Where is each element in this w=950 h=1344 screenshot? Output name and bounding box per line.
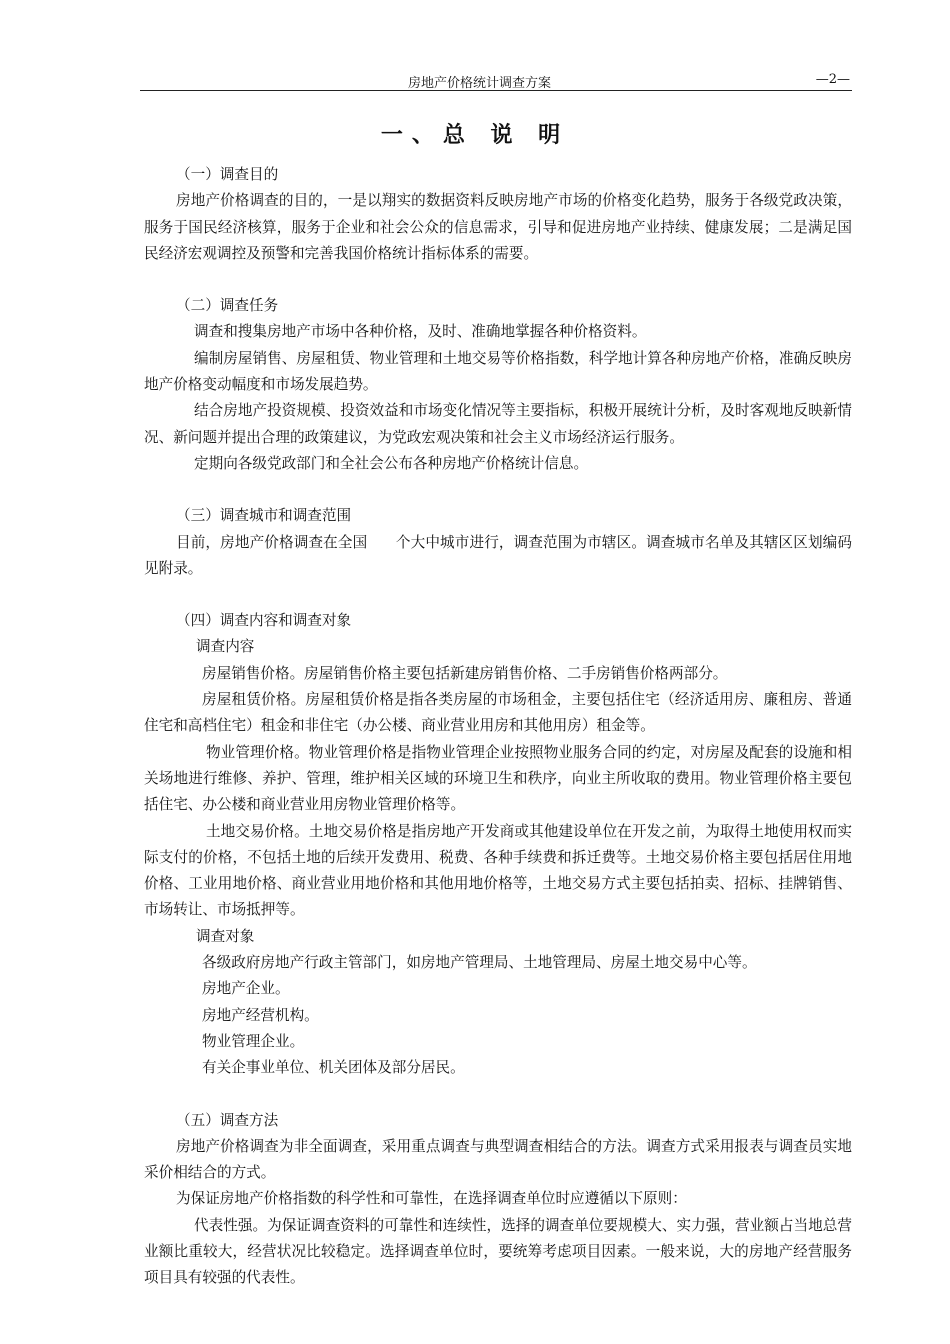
list-item: 有关企事业单位、机关团体及部分居民。 <box>202 1059 465 1077</box>
section-heading-purpose: （一）调查目的 <box>176 166 279 183</box>
paragraph: 定期向各级党政部门和全社会公布各种房地产价格统计信息。 <box>194 454 589 472</box>
paragraph: 物业管理价格。物业管理价格是指物业管理企业按照物业服务合同的约定，对房屋及配套的设施和相关场地进行维修、养护、管理，维护相关区域的环境卫生和秩序，向业主所收取的费用。物业管理价格主要包括住宅、办公楼和商业营业用房物业管理价格等。 <box>144 743 852 814</box>
subheading-content: 调查内容 <box>196 638 255 656</box>
list-item: 物业管理企业。 <box>202 1032 305 1050</box>
paragraph: 结合房地产投资规模、投资效益和市场变化情况等主要指标，积极开展统计分析，及时客观地反映新情况、新问题并提出合理的政策建议，为党政宏观决策和社会主义市场经济运行服务。 <box>144 402 852 446</box>
paragraph: 房地产价格调查为非全面调查，采用重点调查与典型调查相结合的方法。调查方式采用报表与调查员实地采价相结合的方式。 <box>144 1137 852 1182</box>
list-item: 各级政府房地产行政主管部门，如房地产管理局、土地管理局、房屋土地交易中心等。 <box>202 954 757 972</box>
paragraph: 目前，房地产价格调查在全国 个大中城市进行，调查范围为市辖区。调查城市名单及其辖区区划编码见附录。 <box>144 533 852 577</box>
section-heading-method: （五）调查方法 <box>176 1111 279 1129</box>
paragraph: 房地产价格调查的目的，一是以翔实的数据资料反映房地产市场的价格变化趋势，服务于各级党政决策，服务于国民经济核算，服务于企业和社会公众的信息需求，引导和促进房地产业持续、健康发展；二是满足国民经济宏观调控及预警和完善我国价格统计指标体系的需要。 <box>144 192 852 262</box>
paragraph: 为保证房地产价格指数的科学性和可靠性，在选择调查单位时应遵循以下原则： <box>176 1190 687 1208</box>
header-title: 房地产价格统计调查方案 <box>408 76 552 91</box>
section-heading-scope: （三）调查城市和调查范围 <box>176 507 352 525</box>
section-heading-content: （四）调查内容和调查对象 <box>176 612 352 630</box>
paragraph: 代表性强。为保证调查资料的可靠性和连续性，选择的调查单位要规模大、实力强，营业额占当地总营业额比重较大，经营状况比较稳定。选择调查单位时，要统筹考虑项目因素。一般来说，大的房地产经营服务项目具有较强的代表性。 <box>144 1216 852 1287</box>
main-title: 一、总 说 明 <box>380 123 570 148</box>
section-heading-tasks: （二）调查任务 <box>176 297 279 315</box>
paragraph: 房屋租赁价格。房屋租赁价格是指各类房屋的市场租金，主要包括住宅（经济适用房、廉租房、普通住宅和高档住宅）租金和非住宅（办公楼、商业营业用房和其他用房）租金等。 <box>144 691 852 735</box>
document-body <box>144 162 852 1292</box>
subheading-objects: 调查对象 <box>196 927 255 945</box>
page-number: —2— <box>815 72 850 87</box>
list-item: 房地产经营机构。 <box>202 1006 319 1024</box>
paragraph: 调查和搜集房地产市场中各种价格，及时、准确地掌握各种价格资料。 <box>194 323 647 341</box>
paragraph: 编制房屋销售、房屋租赁、物业管理和土地交易等价格指数，科学地计算各种房地产价格，准确反映房地产价格变动幅度和市场发展趋势。 <box>144 349 852 394</box>
paragraph: 房屋销售价格。房屋销售价格主要包括新建房销售价格、二手房销售价格两部分。 <box>202 664 728 682</box>
paragraph: 土地交易价格。土地交易价格是指房地产开发商或其他建设单位在开发之前，为取得土地使用权而实际支付的价格，不包括土地的后续开发费用、税费、各种手续费和拆迁费等。土地交易价格主要包括居住用地价格、工业用地价格、商业营业用地价格和其他用地价格等，土地交易方式主要包括拍卖、招标、挂牌销售、市场转让、市场抵押等。 <box>144 822 852 919</box>
page-header <box>140 70 852 91</box>
list-item: 房地产企业。 <box>202 980 290 998</box>
